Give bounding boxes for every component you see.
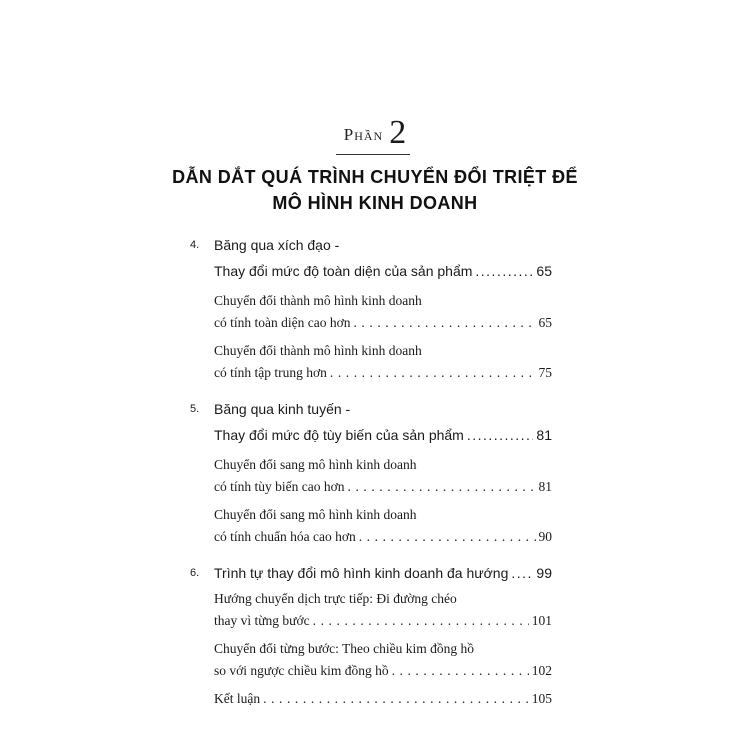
page-number: 65 (538, 315, 552, 330)
section-entry (214, 454, 552, 498)
page-number: 101 (531, 613, 552, 628)
dot-leader (313, 610, 529, 632)
page-number: 90 (538, 529, 552, 544)
page-number: 105 (531, 691, 552, 706)
page-number: 81 (536, 427, 552, 443)
chapter-title: Băng qua kinh tuyến - (214, 401, 351, 417)
chapter-title: Thay đổi mức độ tùy biến của sản phẩm (214, 427, 464, 443)
part-title-line2: MÔ HÌNH KINH DOANH (272, 193, 478, 213)
dot-leader (359, 526, 536, 548)
part-header (0, 114, 750, 152)
part-title (0, 164, 750, 216)
chapter-title-row (190, 232, 552, 258)
part-label: Phần (343, 125, 384, 144)
section-title: Hướng chuyển dịch trực tiếp: Đi đường chéo (214, 591, 457, 606)
section-title: thay vì từng bước (214, 613, 310, 628)
chapter-4 (190, 232, 552, 384)
chapter-title: Thay đổi mức độ toàn diện của sản phẩm (214, 263, 473, 279)
chapter-number: 5. (190, 403, 200, 415)
page-number: 81 (538, 479, 552, 494)
section-title: Chuyển đổi sang mô hình kinh doanh (214, 507, 417, 522)
chapter-title: Trình tự thay đổi mô hình kinh doanh đa hướng (214, 565, 509, 581)
section-entry (214, 504, 552, 548)
dot-leader (263, 688, 529, 710)
page-number: 75 (538, 365, 552, 380)
section-title: có tính chuẩn hóa cao hơn (214, 529, 356, 544)
section-title: Chuyển đổi thành mô hình kinh doanh (214, 343, 422, 358)
dot-leader (348, 476, 536, 498)
chapter-title-row (190, 396, 552, 422)
page-number: 99 (536, 565, 552, 581)
chapter-title-row (190, 560, 552, 586)
chapter-6 (190, 560, 552, 710)
dot-leader (392, 660, 529, 682)
chapter-number: 4. (190, 239, 200, 251)
section-entry (214, 588, 552, 632)
part-title-line1: DẪN DẮT QUÁ TRÌNH CHUYỂN ĐỔI TRIỆT ĐỂ (172, 167, 578, 187)
chapter-title-row (190, 422, 552, 448)
dot-leader (511, 560, 533, 586)
dot-leader (330, 362, 536, 384)
chapter-5 (190, 396, 552, 548)
chapter-number: 6. (190, 567, 200, 579)
section-title: Chuyển đổi sang mô hình kinh doanh (214, 457, 417, 472)
section-title: Kết luận (214, 691, 261, 706)
dot-leader (353, 312, 535, 334)
chapter-title-row (190, 258, 552, 284)
page-number: 102 (531, 663, 552, 678)
section-title: có tính toàn diện cao hơn (214, 315, 351, 330)
chapter-title: Băng qua xích đạo - (214, 237, 340, 253)
part-number: 2 (389, 114, 407, 151)
section-title: Chuyển đổi thành mô hình kinh doanh (214, 293, 422, 308)
page-number: 65 (536, 263, 552, 279)
section-entry (214, 340, 552, 384)
section-entry (214, 688, 552, 710)
section-entry (214, 638, 552, 682)
section-title: Chuyển đổi từng bước: Theo chiều kim đồng hồ (214, 641, 474, 656)
table-of-contents (190, 232, 552, 722)
section-title: so với ngược chiều kim đồng hồ (214, 663, 389, 678)
dot-leader (475, 258, 533, 284)
section-title: có tính tập trung hơn (214, 365, 327, 380)
part-divider (336, 154, 410, 155)
section-title: có tính tùy biến cao hơn (214, 479, 345, 494)
dot-leader (467, 422, 534, 448)
section-entry (214, 290, 552, 334)
